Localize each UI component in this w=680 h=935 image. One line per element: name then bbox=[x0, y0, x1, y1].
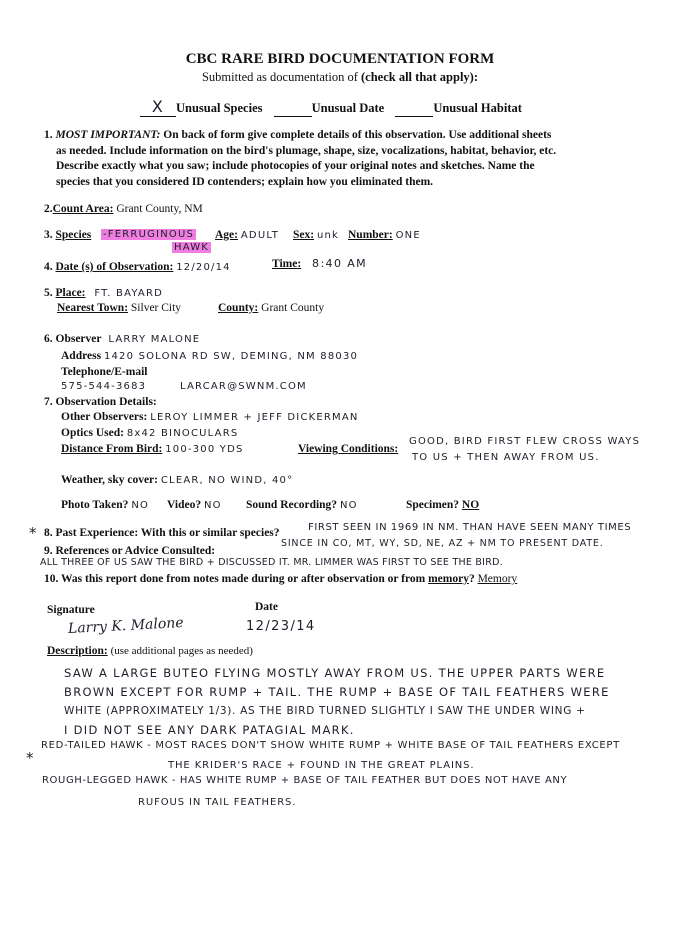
age-field bbox=[215, 229, 279, 241]
nearest-town-value[interactable]: Silver City bbox=[130, 302, 182, 314]
unusual-date-checkbox[interactable] bbox=[274, 101, 312, 117]
item-8-star-mark: * bbox=[29, 524, 38, 542]
address-field bbox=[61, 350, 358, 362]
description-header bbox=[47, 645, 253, 657]
age-label: Age: bbox=[215, 229, 238, 241]
description-label: Description: bbox=[47, 645, 108, 657]
item-6-number: 6. bbox=[44, 333, 53, 345]
unusual-habitat-checkbox[interactable] bbox=[395, 101, 433, 117]
specimen-value[interactable]: NO bbox=[461, 499, 480, 511]
number-label: Number: bbox=[348, 229, 393, 241]
rough-legged-note-line-2[interactable]: RUFOUS IN TAIL FEATHERS. bbox=[138, 797, 297, 808]
count-area-value[interactable]: Grant County, NM bbox=[116, 203, 203, 215]
sex-value[interactable]: unk bbox=[316, 230, 340, 241]
references-label: References or Advice Consulted: bbox=[55, 545, 216, 557]
specimen-field bbox=[406, 499, 479, 511]
photo-field bbox=[61, 499, 149, 511]
signature-value[interactable]: Larry K. Malone bbox=[67, 614, 184, 638]
address-value[interactable]: 1420 SOLONA RD SW, DEMING, NM 88030 bbox=[103, 351, 359, 362]
optics-field bbox=[61, 427, 238, 439]
viewing-conditions-label: Viewing Conditions: bbox=[298, 443, 399, 455]
form-subtitle bbox=[0, 70, 680, 85]
county-field bbox=[218, 302, 324, 314]
viewing-conditions-value-line-2[interactable]: TO US + THEN AWAY FROM US. bbox=[412, 452, 600, 463]
references-value-bottom[interactable]: ALL THREE OF US SAW THE BIRD + DISCUSSED IT. MR. LIMMER WAS FIRST TO SEE THE BIRD. bbox=[40, 557, 503, 568]
description-line-3: WHITE (APPROXIMATELY 1/3). AS THE BIRD TURNED SLIGHTLY I SAW THE UNDER WING + bbox=[64, 705, 586, 717]
weather-field bbox=[61, 474, 293, 486]
distance-value[interactable]: 100-300 YDS bbox=[165, 444, 244, 455]
photo-taken-label: Photo Taken? bbox=[61, 499, 129, 511]
item-3-number: 3. bbox=[44, 229, 53, 241]
item-9-number: 9. bbox=[44, 545, 53, 557]
optics-label: Optics Used: bbox=[61, 427, 124, 439]
red-tailed-note-line-1[interactable]: RED-TAILED HAWK - MOST RACES DON'T SHOW WHITE RUMP + WHITE BASE OF TAIL FEATHERS EXCEPT bbox=[41, 740, 620, 751]
item-4-date-row bbox=[44, 261, 231, 273]
video-label: Video? bbox=[167, 499, 202, 511]
unusual-species-checkbox[interactable] bbox=[140, 97, 176, 117]
optics-value[interactable]: 8x42 BINOCULARS bbox=[126, 428, 239, 439]
email-value[interactable]: LARCAR@SWNM.COM bbox=[180, 381, 307, 392]
photo-taken-value[interactable]: NO bbox=[131, 500, 150, 511]
item-1-line-2: as needed. Include information on the bird's plumage, shape, size, vocalizations, habitat, behavior, etc. bbox=[56, 144, 557, 157]
telephone-email-label: Telephone/E-mail bbox=[61, 366, 148, 378]
item-7-observation-details bbox=[44, 396, 157, 408]
age-value[interactable]: ADULT bbox=[240, 230, 280, 241]
past-experience-value[interactable]: FIRST SEEN IN 1969 IN NM. THAN HAVE SEEN MANY TIMES bbox=[308, 522, 632, 533]
number-field bbox=[348, 229, 421, 241]
species-label: Species bbox=[55, 229, 92, 241]
address-label: Address bbox=[61, 350, 102, 362]
item-8-past-experience bbox=[44, 527, 280, 539]
video-value[interactable]: NO bbox=[203, 500, 222, 511]
date-value[interactable]: 12/23/14 bbox=[246, 619, 316, 634]
red-tailed-note-line-2[interactable]: THE KRIDER'S RACE + FOUND IN THE GREAT PLAINS. bbox=[168, 760, 475, 771]
notes-or-memory-label: Was this report done from notes made during or after observation or from bbox=[61, 573, 426, 585]
sound-recording-label: Sound Recording? bbox=[246, 499, 338, 511]
distance-label: Distance From Bird: bbox=[61, 443, 163, 455]
memory-word: memory bbox=[428, 573, 469, 585]
sound-recording-field bbox=[246, 499, 358, 511]
unusual-date-label: Unusual Date bbox=[311, 101, 385, 115]
description-line-4: I DID NOT SEE ANY DARK PATAGIAL MARK. bbox=[64, 723, 355, 737]
observer-label: Observer bbox=[55, 333, 102, 345]
date-label: Date bbox=[255, 601, 278, 613]
item-7-number: 7. bbox=[44, 396, 53, 408]
subtitle-prefix: Submitted as documentation of bbox=[201, 70, 358, 84]
item-2-count-area bbox=[44, 203, 203, 215]
item-4-number: 4. bbox=[44, 261, 53, 273]
other-observers-label: Other Observers: bbox=[61, 411, 148, 423]
sex-label: Sex: bbox=[293, 229, 315, 241]
other-observers-value[interactable]: LEROY LIMMER + JEFF DICKERMAN bbox=[150, 412, 359, 423]
item-2-number: 2. bbox=[44, 203, 53, 215]
date-of-observation-label: Date (s) of Observation: bbox=[55, 261, 174, 273]
species-check-mark: X bbox=[151, 97, 165, 116]
item-1-most-important bbox=[44, 128, 556, 190]
description-line-2: BROWN EXCEPT FOR RUMP + TAIL. THE RUMP + BASE OF TAIL FEATHERS WERE bbox=[64, 685, 610, 699]
item-5-place-row bbox=[44, 287, 163, 299]
place-label: Place: bbox=[55, 287, 86, 299]
item-1-line-3: Describe exactly what you saw; include photocopies of your original notes and sketches. Name the bbox=[56, 160, 535, 172]
description-note: (use additional pages as needed) bbox=[110, 645, 253, 657]
item-1-lead: MOST IMPORTANT: bbox=[55, 129, 161, 141]
sex-field bbox=[293, 229, 339, 241]
video-field bbox=[167, 499, 222, 511]
description-body[interactable] bbox=[64, 664, 610, 740]
unusual-species-label: Unusual Species bbox=[176, 101, 263, 115]
viewing-conditions-value[interactable]: GOOD, BIRD FIRST FLEW CROSS WAYS bbox=[409, 436, 641, 447]
weather-value[interactable]: CLEAR, NO WIND, 40° bbox=[160, 475, 294, 486]
county-value[interactable]: Grant County bbox=[261, 302, 325, 314]
rough-legged-note-line-1[interactable]: ROUGH-LEGGED HAWK - HAS WHITE RUMP + BASE OF TAIL FEATHER BUT DOES NOT HAVE ANY bbox=[42, 775, 568, 786]
item-9-references bbox=[44, 545, 215, 557]
form-title: CBC RARE BIRD DOCUMENTATION FORM bbox=[185, 51, 495, 67]
time-label: Time: bbox=[272, 258, 302, 270]
past-experience-label: Past Experience: With this or similar species? bbox=[55, 527, 280, 539]
subtitle-suffix: (check all that apply): bbox=[361, 70, 479, 84]
red-tailed-star-mark: * bbox=[26, 749, 35, 767]
item-6-observer-row bbox=[44, 333, 200, 345]
specimen-label: Specimen? bbox=[406, 499, 460, 511]
observer-value[interactable]: LARRY MALONE bbox=[108, 334, 201, 345]
sound-recording-value[interactable]: NO bbox=[339, 500, 358, 511]
unusual-habitat-label: Unusual Habitat bbox=[433, 101, 522, 115]
place-value[interactable]: FT. BAYARD bbox=[94, 288, 163, 299]
number-value[interactable]: ONE bbox=[395, 230, 421, 241]
item-1-line-1: On back of form give complete details of this observation. Use additional sheets bbox=[163, 129, 552, 141]
notes-or-memory-value[interactable]: Memory bbox=[477, 573, 518, 585]
checkbox-row bbox=[140, 97, 522, 117]
item-3-species-row bbox=[44, 229, 91, 241]
other-observers-field bbox=[61, 411, 359, 423]
date-of-observation-value[interactable]: 12/20/14 bbox=[176, 262, 231, 273]
description-line-1: SAW A LARGE BUTEO FLYING MOSTLY AWAY FROM US. THE UPPER PARTS WERE bbox=[64, 666, 606, 680]
species-value[interactable]: -FERRUGINOUS bbox=[103, 229, 195, 240]
observation-details-label: Observation Details: bbox=[55, 396, 157, 408]
time-field bbox=[272, 257, 367, 270]
notes-or-memory-qmark: ? bbox=[468, 573, 475, 585]
telephone-value[interactable]: 575-544-3683 bbox=[61, 381, 147, 392]
nearest-town-field bbox=[57, 302, 181, 314]
weather-label: Weather, sky cover: bbox=[61, 474, 158, 486]
species-value-line-2[interactable]: HAWK bbox=[174, 242, 210, 253]
time-value[interactable]: 8:40 AM bbox=[312, 257, 368, 270]
count-area-label: Count Area: bbox=[52, 203, 114, 215]
item-10-notes-or-memory bbox=[44, 573, 517, 585]
item-8-number: 8. bbox=[44, 527, 53, 539]
nearest-town-label: Nearest Town: bbox=[57, 302, 129, 314]
distance-field bbox=[61, 443, 244, 455]
county-label: County: bbox=[218, 302, 259, 314]
references-value-top[interactable]: SINCE IN CO, MT, WY, SD, NE, AZ + NM TO PRESENT DATE. bbox=[281, 538, 604, 549]
signature-label: Signature bbox=[47, 604, 95, 616]
item-1-number: 1. bbox=[44, 129, 53, 141]
item-1-line-4: species that you considered ID contenders; explain how you eliminated them. bbox=[56, 175, 434, 188]
item-10-number: 10. bbox=[44, 573, 59, 585]
viewing-conditions-field bbox=[298, 443, 398, 455]
item-5-number: 5. bbox=[44, 287, 53, 299]
